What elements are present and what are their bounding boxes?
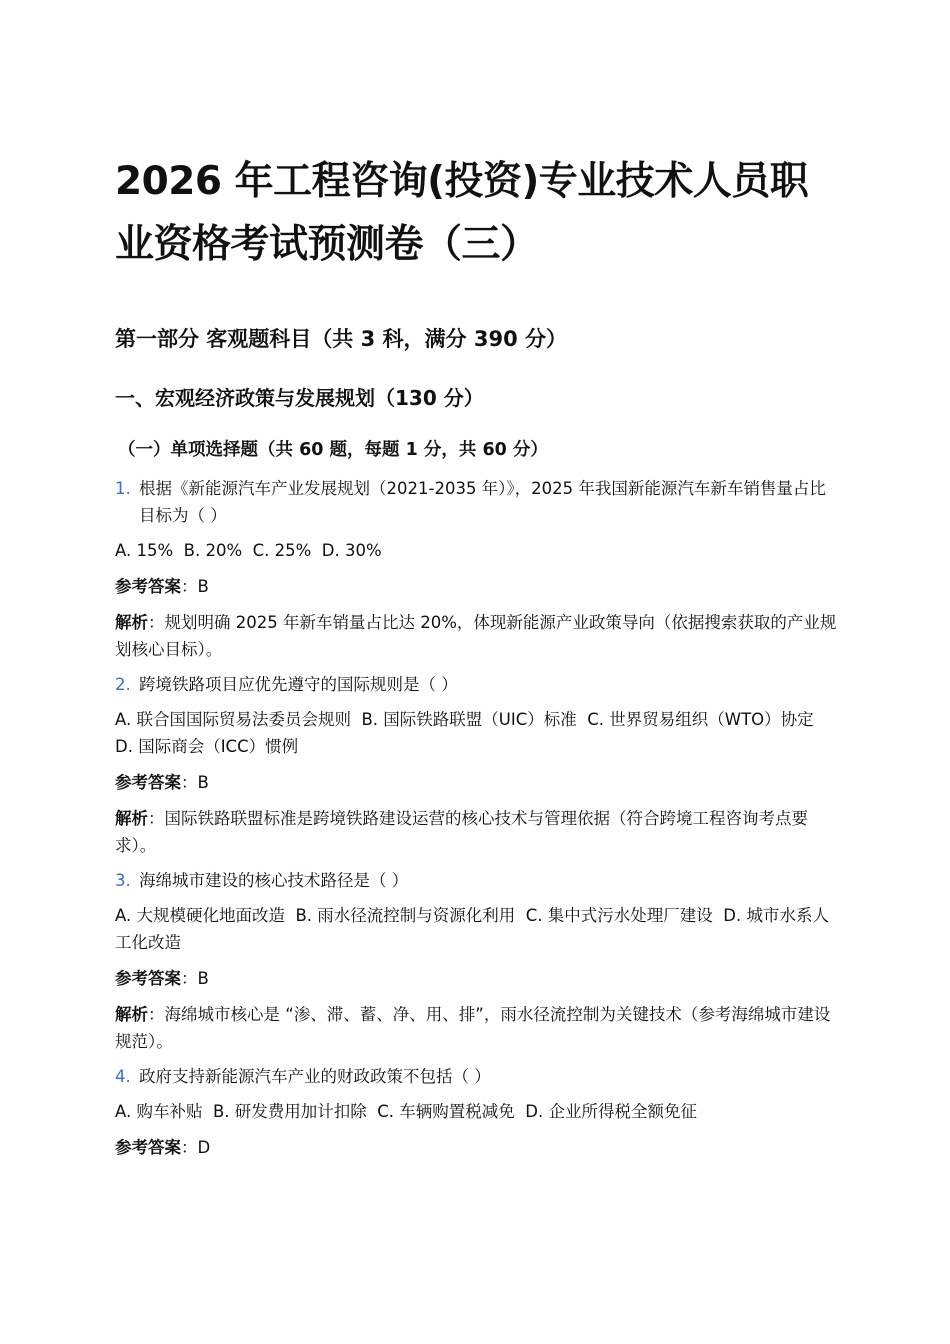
question-list (115, 475, 837, 1170)
answer-label: 参考答案 (115, 969, 181, 988)
answer-label: 参考答案 (115, 773, 181, 792)
reference-answer (115, 769, 837, 796)
question-text: 海绵城市建设的核心技术路径是（ ） (139, 871, 409, 890)
question-1 (115, 475, 837, 529)
question-options: A. 大规模硬化地面改造 B. 雨水径流控制与资源化利用 C. 集中式污水处理厂建设 D. 城市水系人工化改造 (115, 906, 829, 952)
explanation-label: 解析 (115, 613, 148, 632)
question-number: 4. (115, 1067, 131, 1086)
answer-value: ：B (181, 969, 209, 988)
document-title: 2026 年工程咨询(投资)专业技术人员职业资格考试预测卷（三） (115, 159, 809, 267)
reference-answer (115, 1134, 837, 1161)
explanation-label: 解析 (115, 1005, 148, 1024)
question-number: 3. (115, 871, 131, 890)
answer-label: 参考答案 (115, 1138, 181, 1157)
explanation-text: ：规划明确 2025 年新车销量占比达 20%，体现新能源产业政策导向（依据搜索获取的产业规划核心目标）。 (115, 613, 837, 659)
explanation (115, 805, 837, 859)
answer-label: 参考答案 (115, 577, 181, 596)
part-heading: 第一部分 客观题科目（共 3 科，满分 390 分） (115, 327, 568, 351)
answer-value: ：B (181, 577, 209, 596)
question-text: 政府支持新能源汽车产业的财政政策不包括（ ） (139, 1067, 491, 1086)
explanation-text: ：海绵城市核心是 “渗、滞、蓄、净、用、排”，雨水径流控制为关键技术（参考海绵城市建设规范）。 (115, 1005, 831, 1051)
question-options: A. 购车补贴 B. 研发费用加计扣除 C. 车辆购置税减免 D. 企业所得税全额免征 (115, 1102, 697, 1121)
question-2 (115, 671, 837, 698)
reference-answer (115, 573, 837, 600)
question-4 (115, 1063, 837, 1090)
section-heading: 一、宏观经济政策与发展规划（130 分） (115, 386, 484, 410)
answer-value: ：D (181, 1138, 211, 1157)
question-3 (115, 867, 837, 894)
explanation-label: 解析 (115, 809, 148, 828)
question-number: 1. (115, 479, 131, 498)
question-options: A. 15% B. 20% C. 25% D. 30% (115, 541, 382, 560)
explanation-text: ：国际铁路联盟标准是跨境铁路建设运营的核心技术与管理依据（符合跨境工程咨询考点要求）。 (115, 809, 808, 855)
question-text: 跨境铁路项目应优先遵守的国际规则是（ ） (139, 675, 458, 694)
subsection-heading: （一）单项选择题（共 60 题，每题 1 分，共 60 分） (118, 440, 548, 460)
explanation (115, 1001, 837, 1055)
explanation (115, 609, 837, 663)
answer-value: ：B (181, 773, 209, 792)
reference-answer (115, 965, 837, 992)
question-text: 根据《新能源汽车产业发展规划（2021-2035 年）》，2025 年我国新能源汽车新车销售量占比目标为（ ） (139, 479, 826, 525)
question-number: 2. (115, 675, 131, 694)
question-options: A. 联合国国际贸易法委员会规则 B. 国际铁路联盟（UIC）标准 C. 世界贸易组织（WTO）协定 D. 国际商会（ICC）惯例 (115, 710, 825, 756)
